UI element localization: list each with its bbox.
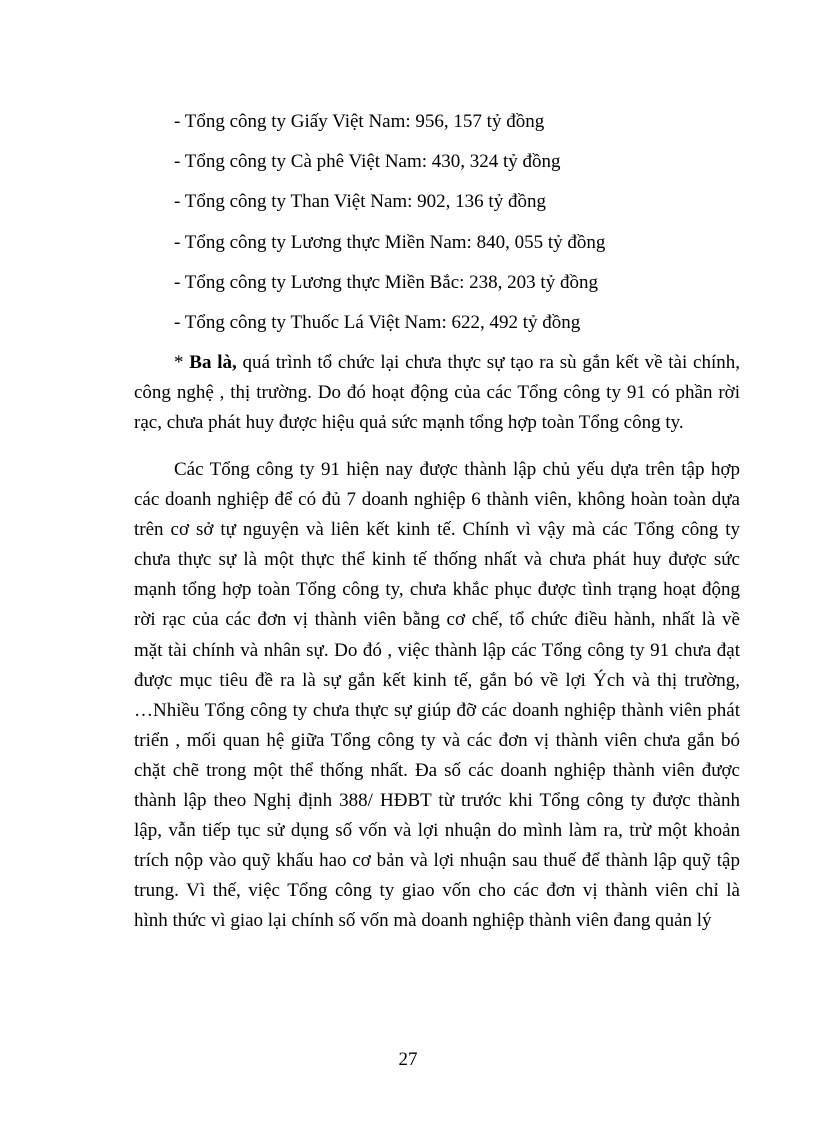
paragraph-line: các doanh nghiệp để có đủ 7 doanh nghiệp 6 thành viên, không hoàn toàn dựa — [134, 489, 740, 511]
page-number: 27 — [398, 1049, 418, 1070]
paragraph-line: được mục tiêu đề ra là sự gắn kết kinh tế, gắn bó về lợi Ých và thị trường, — [134, 669, 740, 691]
paragraph-line: chưa thực sự là một thực thể kinh tế thống nhất và chưa phát huy được sức — [134, 549, 740, 571]
list-item: - Tổng công ty Cà phê Việt Nam: 430, 324 tỷ đồng — [174, 151, 561, 173]
paragraph-line: rời rạc của các đơn vị thành viên bằng cơ chế, tổ chức điều hành, nhất là về — [134, 609, 740, 631]
paragraph-line: mặt tài chính và nhân sự. Do đó , việc thành lập các Tổng công ty 91 chưa đạt — [134, 639, 740, 661]
paragraph-line: trích nộp vào quỹ khấu hao cơ bản và lợi nhuận sau thuế để thành lập quỹ tập — [134, 850, 740, 872]
paragraph-line: Các Tổng công ty 91 hiện nay được thành lập chủ yếu dựa trên tập hợp — [174, 459, 740, 480]
paragraph-ba-la — [134, 348, 740, 439]
list-item: - Tổng công ty Than Việt Nam: 902, 136 tỷ đồng — [174, 191, 546, 213]
paragraph-line: mạnh tổng hợp toàn Tổng công ty, chưa khắc phục được tình trạng hoạt động — [134, 579, 740, 601]
paragraph-line: trên cơ sở tự nguyện và liên kết kinh tế. Chính vì vậy mà các Tổng công ty — [134, 519, 740, 541]
list-item: - Tổng công ty Lương thực Miền Bắc: 238, 203 tỷ đồng — [174, 271, 598, 293]
list-item: - Tổng công ty Thuốc Lá Việt Nam: 622, 492 tỷ đồng — [174, 311, 581, 333]
paragraph-line: chặt chẽ trong một thể thống nhất. Đa số các doanh nghiệp thành viên được — [134, 759, 740, 781]
paragraph-line: lập, vẫn tiếp tục sử dụng số vốn và lợi nhuận do mình làm ra, trừ một khoản — [134, 820, 740, 842]
paragraph-line: công nghệ , thị trường. Do đó hoạt động của các Tổng công ty 91 có phần rời — [134, 382, 740, 404]
paragraph-line: …Nhiều Tổng công ty chưa thực sự giúp đỡ các doanh nghiệp thành viên phát — [134, 699, 740, 721]
list-item: - Tổng công ty Lương thực Miền Nam: 840, 055 tỷ đồng — [174, 231, 606, 253]
paragraph-line: trung. Vì thế, việc Tổng công ty giao vốn cho các đơn vị thành viên chỉ là — [134, 880, 740, 902]
paragraph-line: rạc, chưa phát huy được hiệu quả sức mạnh tổng hợp toàn Tổng công ty. — [134, 412, 684, 434]
paragraph-main — [134, 455, 740, 937]
bullet-prefix: * — [174, 352, 190, 373]
paragraph-line: triển , mối quan hệ giữa Tổng công ty và các đơn vị thành viên chưa gắn bó — [134, 729, 740, 751]
company-debt-list — [174, 108, 734, 349]
paragraph-text: quá trình tổ chức lại chưa thực sự tạo ra sù gắn kết về tài chính, — [236, 352, 740, 373]
bold-lead: Ba là, — [189, 352, 237, 373]
paragraph-line: thành lập theo Nghị định 388/ HĐBT từ trước khi Tổng công ty được thành — [134, 790, 740, 812]
list-item: - Tổng công ty Giấy Việt Nam: 956, 157 tỷ đồng — [174, 111, 545, 132]
paragraph-line — [134, 348, 740, 378]
paragraph-line: hình thức vì giao lại chính số vốn mà doanh nghiệp thành viên đang quản lý — [134, 910, 712, 932]
